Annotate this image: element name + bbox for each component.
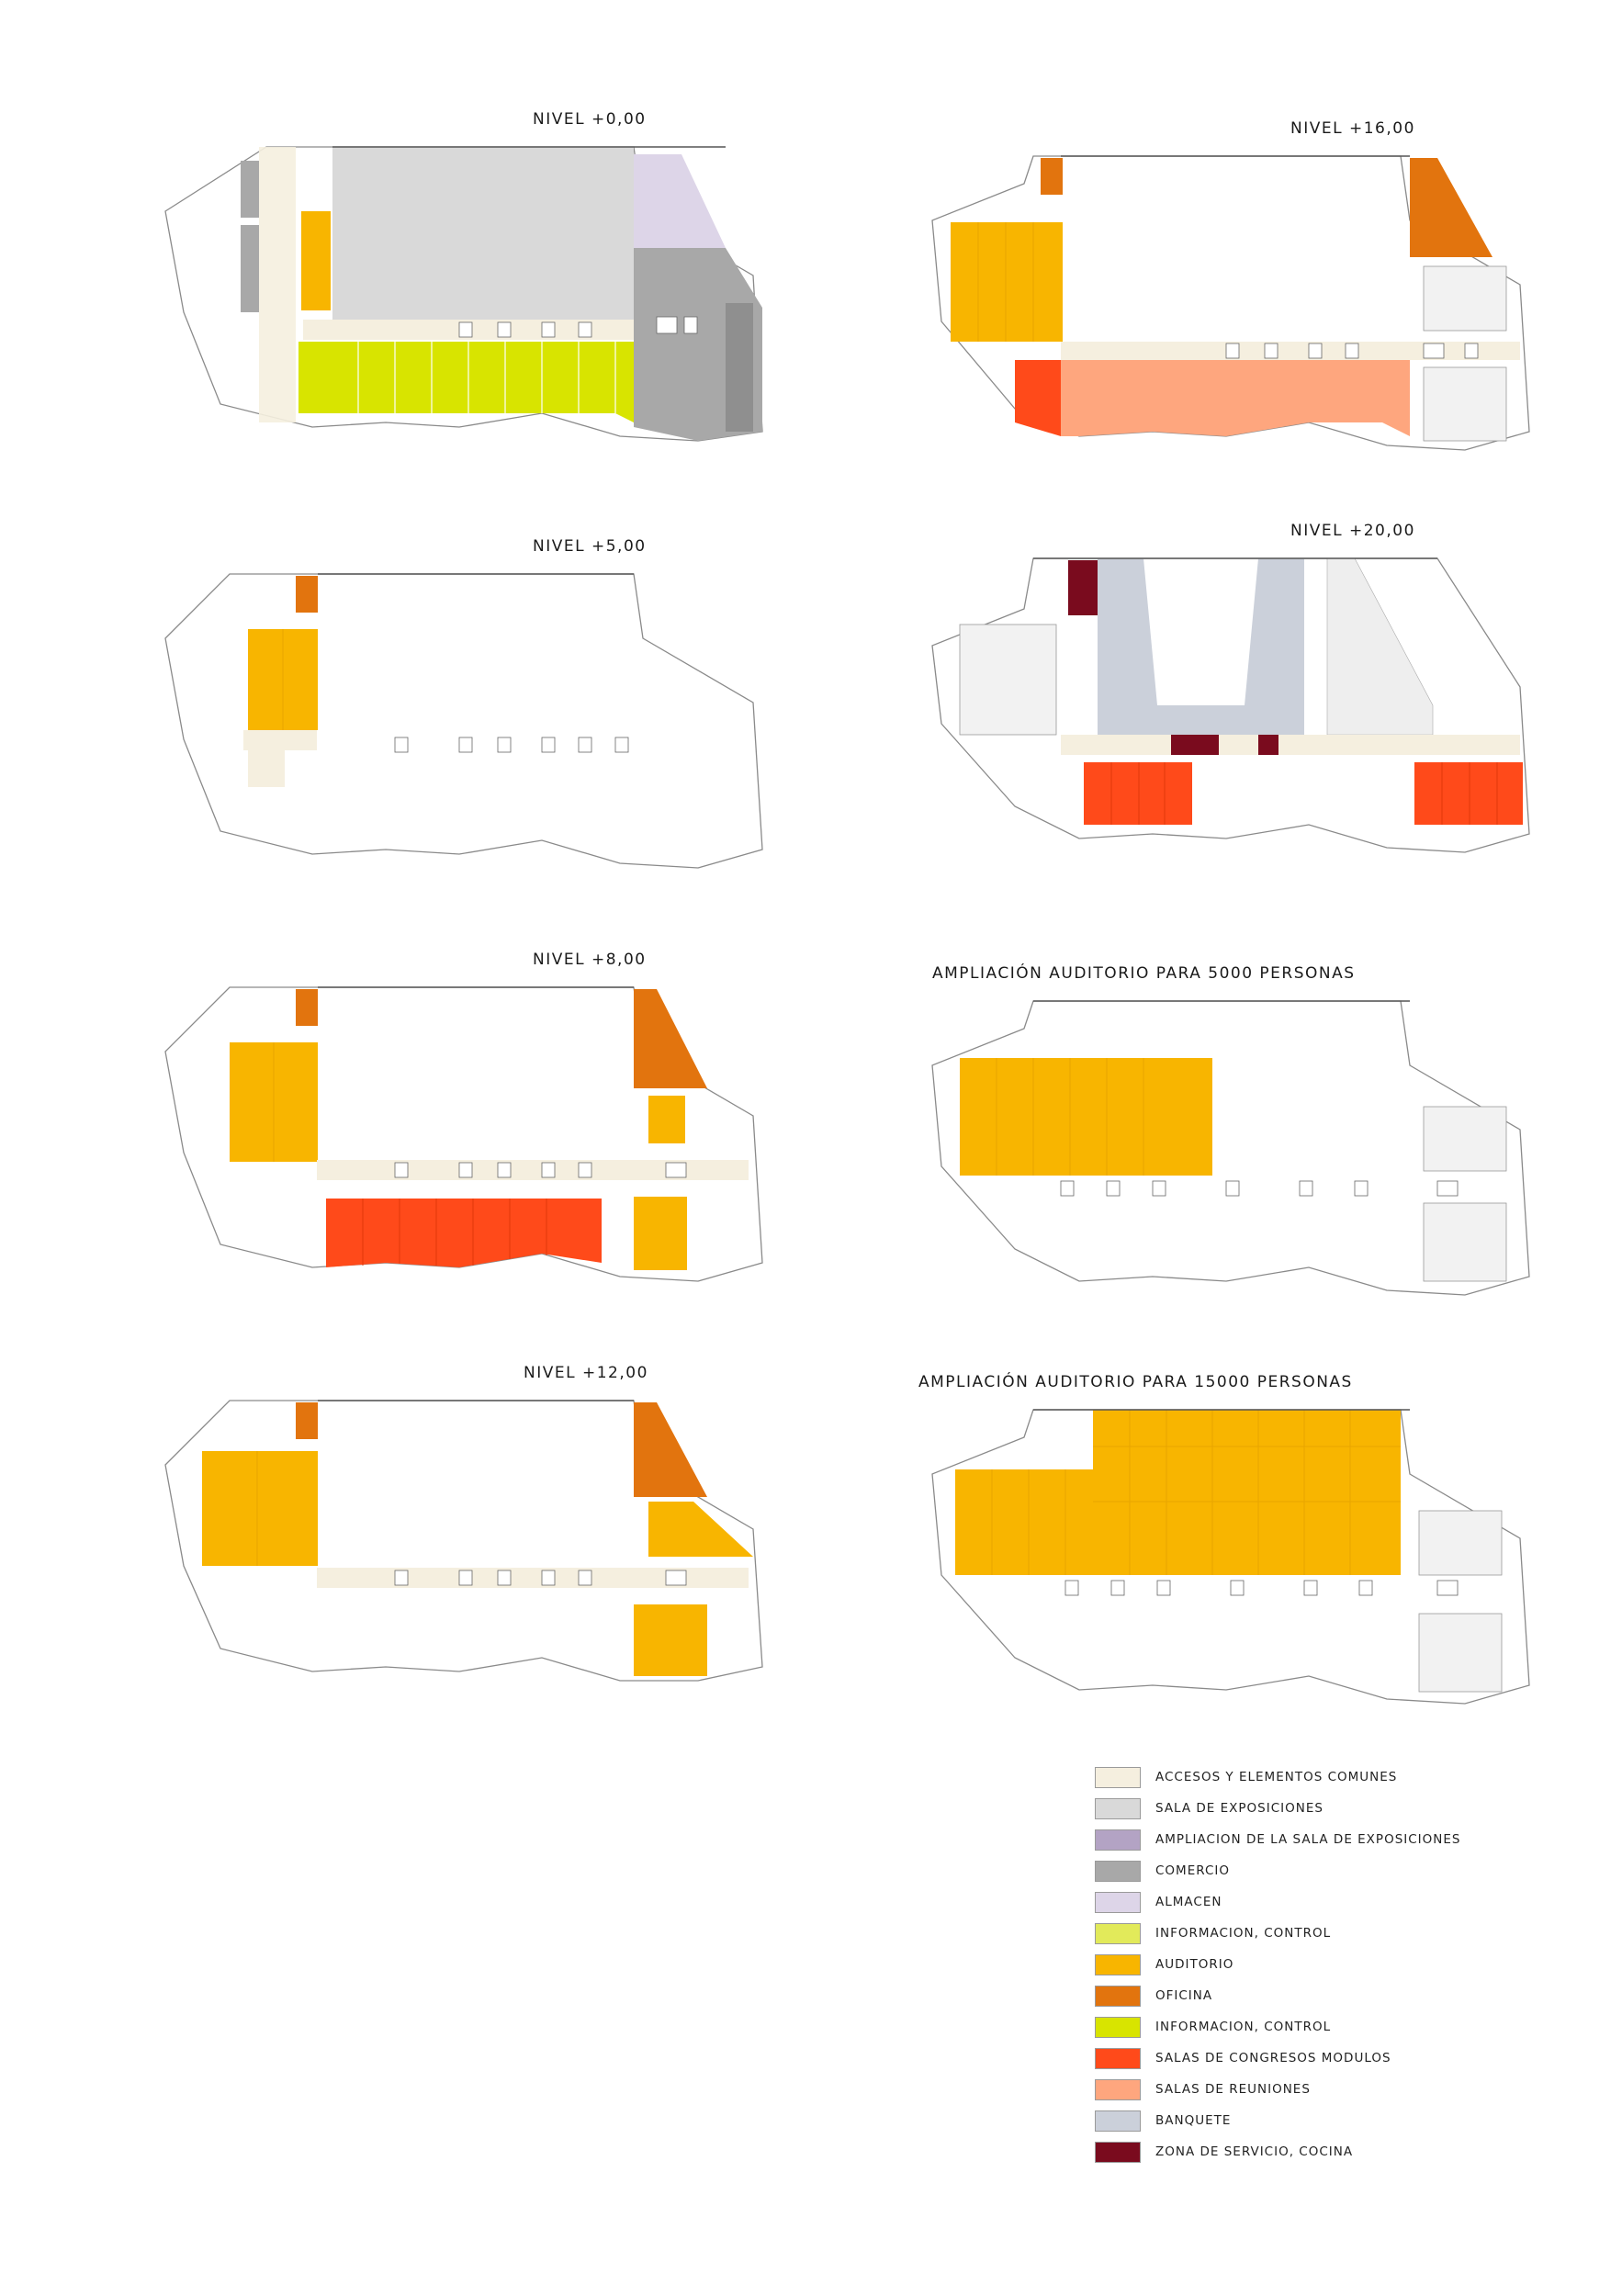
legend-label: INFORMACION, CONTROL xyxy=(1155,1926,1332,1941)
plan-drawing xyxy=(923,119,1566,459)
legend-label: ALMACEN xyxy=(1155,1895,1222,1909)
zone-comercio xyxy=(726,303,753,432)
legend-item xyxy=(1095,2105,1609,2136)
legend-item xyxy=(1095,1855,1609,1886)
zone-congresos xyxy=(1084,762,1192,825)
legend-swatch xyxy=(1095,1892,1141,1913)
zone-accesos xyxy=(303,320,643,340)
plan-title: NIVEL +8,00 xyxy=(533,951,647,969)
zone-accesos xyxy=(259,147,296,422)
legend-item xyxy=(1095,2011,1609,2043)
zone-accesos xyxy=(1061,342,1520,360)
legend-swatch xyxy=(1095,1829,1141,1851)
zone-oficina xyxy=(296,1402,318,1439)
zone-auditorio xyxy=(960,1058,1212,1176)
zone-oficina xyxy=(296,576,318,613)
legend-item xyxy=(1095,1949,1609,1980)
legend-label: INFORMACION, CONTROL xyxy=(1155,2020,1332,2034)
legend-swatch xyxy=(1095,2079,1141,2100)
zone-auditorio xyxy=(634,1604,707,1676)
legend-swatch xyxy=(1095,1861,1141,1882)
stair-block xyxy=(1419,1614,1502,1692)
legend-swatch xyxy=(1095,1923,1141,1944)
plan-title: NIVEL +20,00 xyxy=(1290,522,1415,540)
zone-comercio xyxy=(241,161,259,218)
stair-block xyxy=(1424,1107,1506,1171)
plan-drawing xyxy=(918,1373,1566,1722)
legend-item xyxy=(1095,1886,1609,1918)
zone-accesos xyxy=(243,730,317,750)
zone-servicio xyxy=(1258,735,1278,755)
legend-item xyxy=(1095,1793,1609,1824)
legend-label: COMERCIO xyxy=(1155,1863,1230,1878)
plan-drawing xyxy=(156,537,781,877)
stair-block xyxy=(1419,1511,1502,1575)
zone-comercio xyxy=(241,225,259,312)
legend-swatch xyxy=(1095,1954,1141,1975)
plan-drawing xyxy=(156,951,781,1300)
legend-swatch xyxy=(1095,2110,1141,2132)
stair-block xyxy=(960,625,1056,735)
zone-auditorio xyxy=(301,211,331,310)
legend-swatch xyxy=(1095,1767,1141,1788)
floor-plan-nivel-8 xyxy=(156,951,781,1300)
legend-label: AUDITORIO xyxy=(1155,1957,1234,1972)
legend-item xyxy=(1095,2136,1609,2167)
legend-item xyxy=(1095,1824,1609,1855)
plan-drawing xyxy=(923,522,1566,880)
zone-auditorio xyxy=(951,222,1063,342)
legend-label: OFICINA xyxy=(1155,1988,1213,2003)
zone-servicio xyxy=(1171,735,1219,755)
legend-item xyxy=(1095,1980,1609,2011)
zone-accesos xyxy=(248,750,285,787)
legend-label: ZONA DE SERVICIO, COCINA xyxy=(1155,2144,1354,2159)
zone-oficina xyxy=(1041,158,1063,195)
legend-label: AMPLIACION DE LA SALA DE EXPOSICIONES xyxy=(1155,1832,1461,1847)
legend-swatch xyxy=(1095,2142,1141,2163)
plan-title: NIVEL +12,00 xyxy=(524,1364,648,1382)
zone-congresos xyxy=(1015,360,1061,436)
legend-label: SALA DE EXPOSICIONES xyxy=(1155,1801,1324,1816)
legend-label: BANQUETE xyxy=(1155,2113,1232,2128)
zone-auditorio xyxy=(648,1096,685,1143)
zone-oficina xyxy=(1410,158,1492,257)
legend-item xyxy=(1095,2043,1609,2074)
legend-item xyxy=(1095,2074,1609,2105)
zone-congresos xyxy=(1414,762,1523,825)
floor-plan-ampliacion-15000 xyxy=(918,1373,1566,1722)
plan-title: NIVEL +5,00 xyxy=(533,537,647,556)
legend-swatch xyxy=(1095,1986,1141,2007)
plan-title: NIVEL +0,00 xyxy=(533,110,647,129)
legend-label: SALAS DE CONGRESOS MODULOS xyxy=(1155,2051,1391,2065)
zone-oficina xyxy=(634,1402,707,1497)
plan-title: AMPLIACIÓN AUDITORIO PARA 15000 PERSONAS xyxy=(918,1373,1353,1391)
legend-swatch xyxy=(1095,1798,1141,1819)
legend xyxy=(1095,1761,1609,2167)
zone-auditorio xyxy=(634,1197,687,1270)
stair-block xyxy=(1424,367,1506,441)
zone-oficina xyxy=(634,989,707,1088)
zone-accesos xyxy=(1061,735,1520,755)
legend-label: SALAS DE REUNIONES xyxy=(1155,2082,1311,2097)
zone-almacen xyxy=(634,154,726,248)
legend-swatch xyxy=(1095,2017,1141,2038)
floor-plan-nivel-12 xyxy=(156,1364,781,1704)
legend-label: ACCESOS Y ELEMENTOS COMUNES xyxy=(1155,1770,1398,1784)
stair-block xyxy=(1424,266,1506,331)
plan-title: AMPLIACIÓN AUDITORIO PARA 5000 PERSONAS xyxy=(932,964,1356,983)
floor-plan-nivel-5 xyxy=(156,537,781,877)
plan-drawing xyxy=(156,1364,781,1704)
legend-swatch xyxy=(1095,2048,1141,2069)
zone-oficina xyxy=(296,989,318,1026)
floor-plan-nivel-16 xyxy=(923,119,1566,459)
legend-item xyxy=(1095,1918,1609,1949)
floor-plan-nivel-20 xyxy=(923,522,1566,880)
plan-title: NIVEL +16,00 xyxy=(1290,119,1415,138)
stair-block xyxy=(1424,1203,1506,1281)
plan-drawing xyxy=(156,110,781,450)
plan-drawing xyxy=(923,964,1566,1304)
floor-plan-nivel-0 xyxy=(156,110,781,450)
zone-servicio xyxy=(1068,560,1098,615)
floor-plan-ampliacion-5000 xyxy=(923,964,1566,1304)
zone-auditorio xyxy=(202,1451,318,1566)
zone-auditorio xyxy=(955,1410,1401,1575)
zone-sala-exposiciones xyxy=(332,147,634,320)
legend-item xyxy=(1095,1761,1609,1793)
